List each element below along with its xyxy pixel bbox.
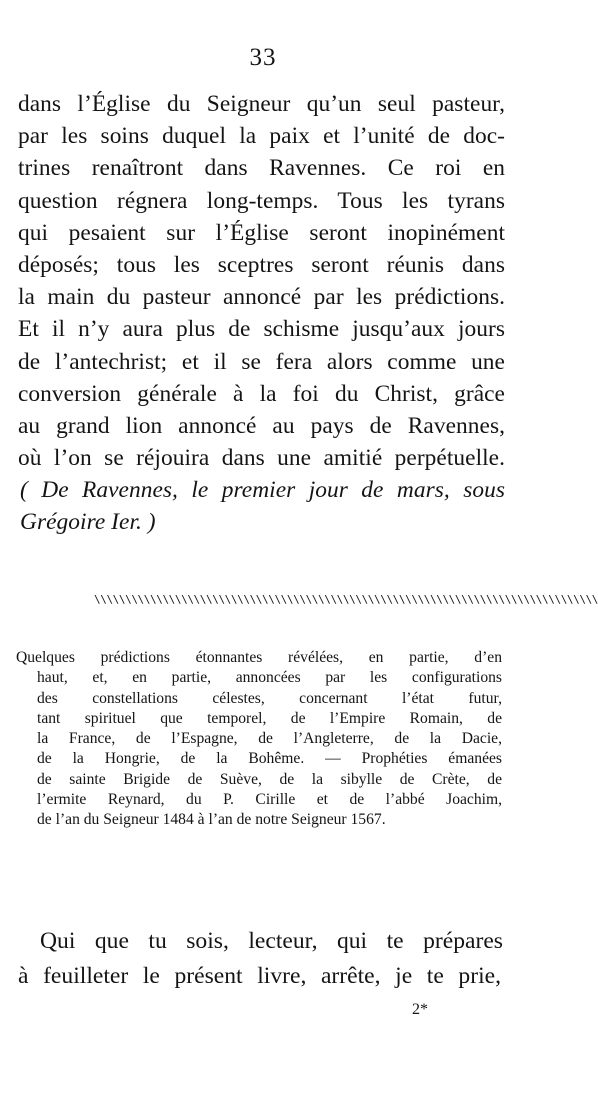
text-line: à feuilleter le présent livre, arrête, je te prie, bbox=[18, 963, 501, 989]
italic-closing-line: ( De Ravennes, le premier jour de mars, sous bbox=[20, 477, 505, 504]
text-line: déposés; tous les sceptres seront réunis dans bbox=[18, 251, 505, 278]
page-number: 33 bbox=[249, 44, 277, 71]
notice-line: Quelques prédictions étonnantes révélées, en partie, d’en bbox=[16, 649, 502, 666]
text-line: trines renaîtront dans Ravennes. Ce roi en bbox=[18, 155, 505, 182]
notice-line: des constellations célestes, concernant l’état futur, bbox=[37, 689, 502, 707]
section-heading-notice bbox=[16, 648, 502, 831]
text-line: Et il n’y aura plus de schisme jusqu’aux jours bbox=[18, 316, 505, 343]
notice-line: la France, de l’Espagne, de l’Angleterre, de la Dacie, bbox=[37, 730, 502, 748]
notice-line: de la Hongrie, de la Bohême. — Prophéties émanées bbox=[37, 750, 502, 768]
ornamental-rule: \\\\\\\\\\\\\\\\\\\\\\\\\\\\\\\\\\\\\\\\\\\\\\\\\\\\\\\\\\\\\\\\\\\\\\\\\\\\\\\\\ bbox=[94, 593, 598, 606]
italic-closing-line: Grégoire Ier. ) bbox=[20, 509, 156, 536]
notice-line: haut, et, en partie, annoncées par les configurations bbox=[37, 669, 502, 687]
signature-mark: 2* bbox=[412, 1001, 428, 1018]
text-line: par les soins duquel la paix et l’unité de doc- bbox=[18, 123, 505, 150]
text-line: Qui que tu sois, lecteur, qui te prépares bbox=[40, 928, 503, 954]
next-text-block bbox=[0, 924, 510, 994]
text-line: question régnera long-temps. Tous les tyrans bbox=[18, 187, 505, 214]
text-line: au grand lion annoncé au pays de Ravennes, bbox=[18, 412, 505, 439]
text-line: de l’antechrist; et il se fera alors comme une bbox=[18, 348, 505, 375]
notice-line: l’ermite Reynard, du P. Cirille et de l’abbé Joachim, bbox=[37, 791, 502, 809]
text-line: où l’on se réjouira dans une amitié perpétuelle. bbox=[18, 445, 505, 472]
text-line: dans l’Église du Seigneur qu’un seul pasteur, bbox=[18, 91, 505, 117]
text-line: conversion générale à la foi du Christ, grâce bbox=[18, 380, 505, 407]
notice-line: de l’an du Seigneur 1484 à l’an de notre Seigneur 1567. bbox=[37, 811, 386, 829]
text-line: la main du pasteur annoncé par les prédictions. bbox=[18, 284, 505, 311]
notice-line: tant spirituel que temporel, de l’Empire Romain, de bbox=[37, 709, 502, 727]
notice-line: de sainte Brigide de Suève, de la sibylle de Crète, de bbox=[37, 770, 502, 788]
text-line: qui pesaient sur l’Église seront inopinément bbox=[18, 219, 505, 246]
main-text-block bbox=[18, 88, 505, 539]
